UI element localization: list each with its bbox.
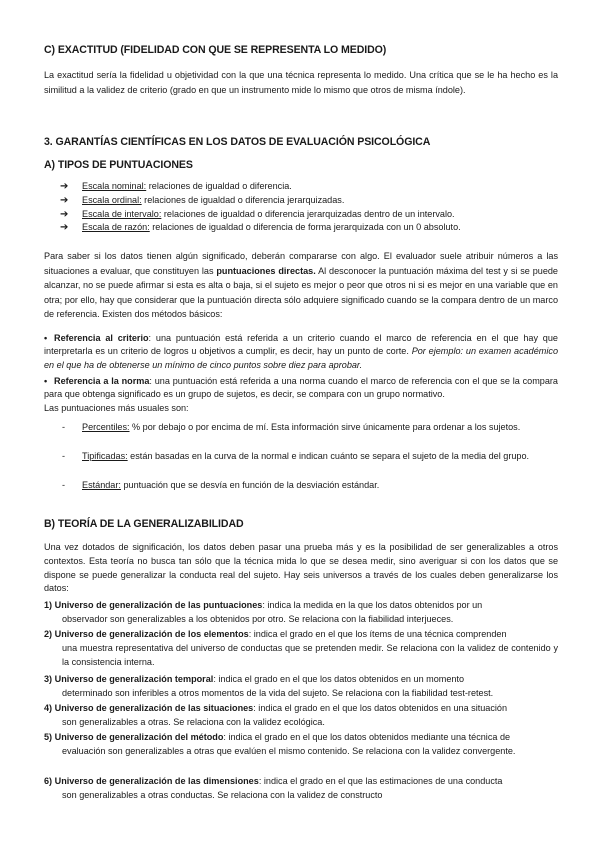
dash-item-estandar: - Estándar: puntuación que se desvía en función de la desviación estándar.: [62, 480, 380, 490]
scale-item: ➔ Escala nominal: relaciones de igualdad o diferencia.: [60, 181, 292, 192]
scale-item: ➔ Escala de razón: relaciones de igualdad o diferencia de forma jerarquizada con un 0 absoluto.: [60, 222, 461, 234]
norm-reference-paragraph: • Referencia a la norma: una puntuación está referida a una norma cuando el marco de referencia con el que se la compara para que obtenga significado es un grupo de sujetos, es decir, se compara con un grupo normativo. Las puntuaciones más usuales son:: [44, 376, 558, 413]
scores-paragraph: Para saber si los datos tienen algún significado, deberán compararse con algo. El evaluador suele atribuir números a las situaciones a evaluar, que constituyen las puntuaciones directas. Al desconocer la puntuación máxima del test y si se puede alcanzar, no se puede afirmar si esta es alta o baja, si el sujeto es mejor o peor que otros ni si es mejor en una variable que en otra; por ello, hay que considerar que la puntuación directa sólo adquiere significado cuando se la compara dentro de un marco de referencia. Existen dos métodos básicos:: [44, 251, 558, 320]
arrow-right-icon: ➔: [60, 181, 69, 192]
scale-item: ➔ Escala de intervalo: relaciones de igualdad o diferencia jerarquizadas dentro de un intervalo.: [60, 208, 455, 220]
section-b-heading: B) TEORÍA DE LA GENERALIZABILIDAD: [44, 518, 244, 530]
section-c-paragraph: La exactitud sería la fidelidad u objetividad con la que una técnica representa lo medido. Una crítica que se le ha hecho es la similitud a la validez de criterio (grado en que un instrumento mide lo mismo que otros de misma índole).: [44, 70, 558, 95]
universe-item-6: 6) Universo de generalización de las dimensiones: indica el grado en el que las estimaciones de una conducta son generalizables a otras conductas. Se relaciona con la validez de constructo: [44, 776, 503, 800]
section-3-heading: 3. GARANTÍAS CIENTÍFICAS EN LOS DATOS DE EVALUACIÓN PSICOLÓGICA: [44, 136, 431, 148]
scale-item: ➔ Escala ordinal: relaciones de igualdad o diferencia jerarquizadas.: [60, 194, 345, 206]
scale-list: [60, 180, 461, 235]
arrow-right-icon: ➔: [60, 208, 69, 220]
section-a-heading: A) TIPOS DE PUNTUACIONES: [44, 159, 193, 171]
dash-item-tipificadas: - Tipificadas: están basadas en la curva de la normal e indican cuánto se separa el sujeto de la media del grupo.: [62, 451, 530, 461]
arrow-right-icon: ➔: [60, 194, 69, 206]
universe-item-3: 3) Universo de generalización temporal: indica el grado en el que los datos obtenidos en un momento determinado son inferibles a otros momentos de la vida del sujeto. Se relaciona con la fiabilidad test-retest.: [44, 674, 494, 698]
criterion-reference-paragraph: • Referencia al criterio: una puntuación está referida a un criterio cuando el marco de referencia en el que hay que interpretarla es un criterio de logros u objetivos a cumplir, es decir, hay un punto de corte. Por ejemplo: un examen académico en el que ha de obtenerse un mínimo de cinco puntos sobre diez para aprobar.: [44, 333, 558, 370]
arrow-right-icon: ➔: [60, 222, 69, 234]
bullet-dot-icon: •: [44, 333, 48, 343]
dash-item-percentiles: - Percentiles: % por debajo o por encima de mí. Esta información sirve únicamente para ordenar a los sujetos.: [62, 422, 521, 432]
bullet-dot-icon: •: [44, 376, 48, 386]
universe-item-5: 5) Universo de generalización del método: indica el grado en el que los datos obtenidos mediante una técnica de evaluación son generalizables a otras que evalúen el mismo contenido. Se relaciona con la validez convergente.: [44, 732, 516, 756]
universe-item-1: 1) Universo de generalización de las puntuaciones: indica la medida en la que los datos obtenidos por un observador son generalizables a los obtenidos por otro. Se relaciona con la fiabilidad interjueces.: [44, 600, 483, 624]
universe-item-2: 2) Universo de generalización de los elementos: indica el grado en el que los ítems de una técnica comprenden una muestra representativa del universo de conductas que se pretenden medir. Se relaciona con la validez de contenido y la consistencia interna.: [44, 629, 558, 667]
section-b-intro: Una vez dotados de significación, los datos deben pasar una prueba más y es la posibilidad de ser generalizables a otros contextos. Esta teoría no busca tan sólo que la técnica mida lo que se desea medir, sino averiguar si con los datos que se dispone se puede generalizar la conducta real del sujeto. Hay seis universos a través de los cuales deben generalizarse los datos:: [44, 542, 558, 594]
section-c-heading: C) EXACTITUD (FIDELIDAD CON QUE SE REPRESENTA LO MEDIDO): [44, 44, 387, 56]
universe-item-4: 4) Universo de generalización de las situaciones: indica el grado en el que los datos obtenidos en una situación son generalizables a otras. Se relaciona con la validez ecológica.: [44, 703, 508, 727]
